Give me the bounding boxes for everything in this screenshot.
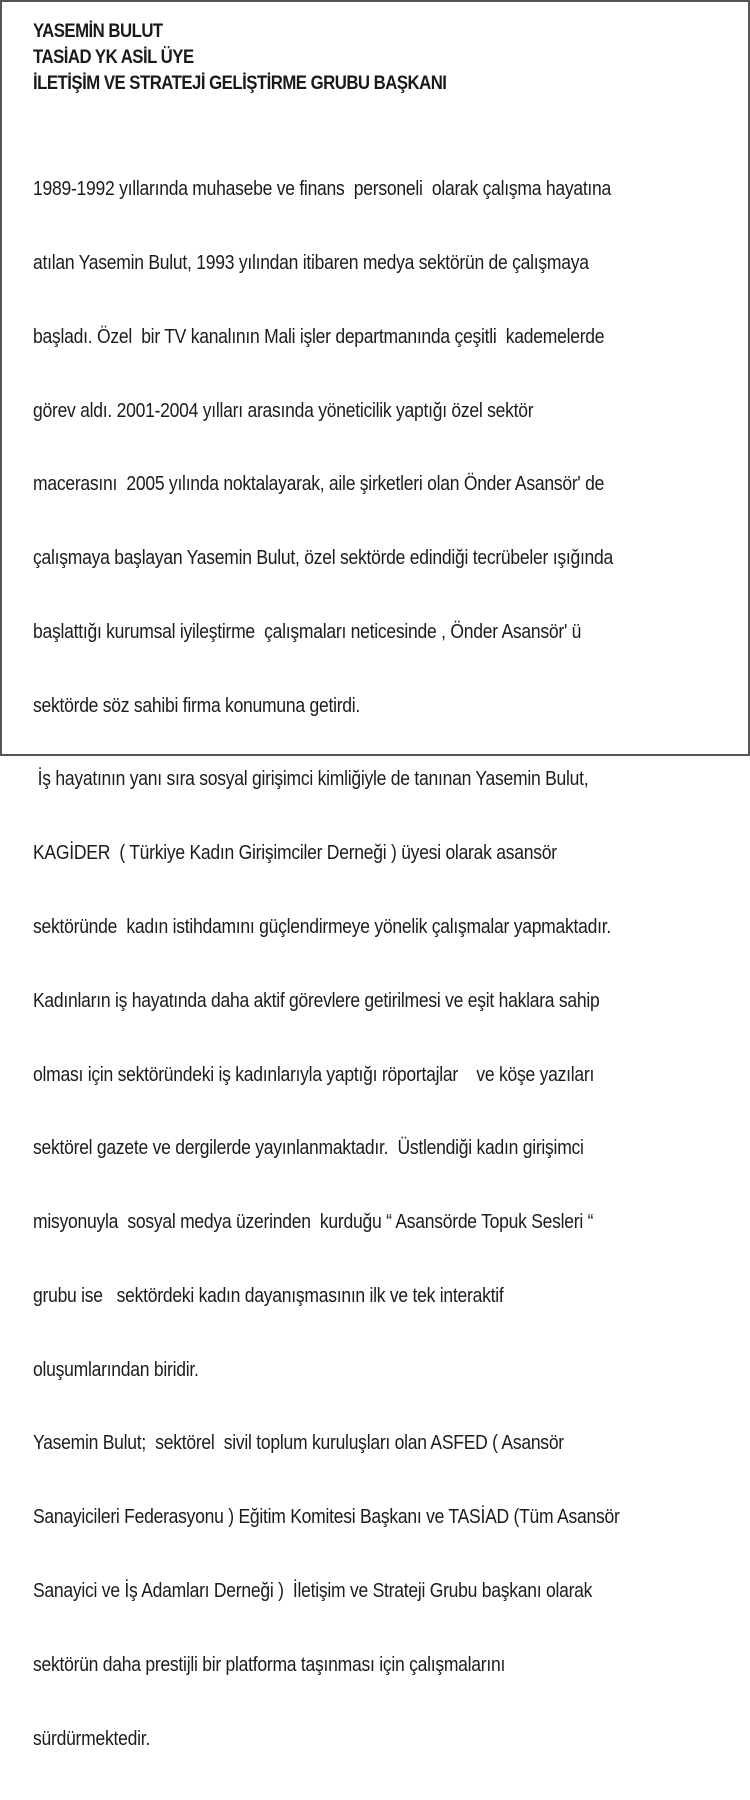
body-line: olması için sektöründeki iş kadınlarıyla yaptığı röportajlar ve köşe yazıları xyxy=(33,1062,595,1086)
body-line: sektörde söz sahibi firma konumuna getirdi. xyxy=(33,693,361,717)
body-line: çalışmaya başlayan Yasemin Bulut, özel sektörde edindiği tecrübeler ışığında xyxy=(33,546,614,570)
biography-text xyxy=(33,128,620,1800)
body-line: sektörün daha prestijli bir platforma taşınması için çalışmalarını xyxy=(33,1652,506,1676)
body-line: sürdürmektedir. xyxy=(33,1726,150,1750)
body-line: KAGİDER ( Türkiye Kadın Girişimciler Derneği ) üyesi olarak asansör xyxy=(33,841,557,865)
body-line: başladı. Özel bir TV kanalının Mali işler departmanında çeşitli kademelerde xyxy=(33,324,605,348)
body-line: sektörel gazete ve dergilerde yayınlanmaktadır. Üstlendiği kadın girişimci xyxy=(33,1136,584,1160)
person-title: TASİAD YK ASİL ÜYE xyxy=(33,46,194,68)
body-line: grubu ise sektördeki kadın dayanışmasının ilk ve tek interaktif xyxy=(33,1283,504,1307)
body-line: oluşumlarından biridir. xyxy=(33,1357,199,1381)
person-name: YASEMİN BULUT xyxy=(33,20,163,42)
person-role: İLETİŞİM VE STRATEJİ GELİŞTİRME GRUBU BAŞKANI xyxy=(33,72,447,94)
heading-block xyxy=(33,18,446,96)
body-line: Kadınların iş hayatında daha aktif görevlere getirilmesi ve eşit haklara sahip xyxy=(33,988,600,1012)
body-line: Yasemin Bulut; sektörel sivil toplum kuruluşları olan ASFED ( Asansör xyxy=(33,1431,564,1455)
body-line: Sanayici ve İş Adamları Derneği ) İletişim ve Strateji Grubu başkanı olarak xyxy=(33,1579,593,1603)
body-line: misyonuyla sosyal medya üzerinden kurduğu “ Asansörde Topuk Sesleri “ xyxy=(33,1210,594,1234)
body-line: başlattığı kurumsal iyileştirme çalışmaları neticesinde , Önder Asansör' ü xyxy=(33,619,582,643)
body-line: sektöründe kadın istihdamını güçlendirmeye yönelik çalışmalar yapmaktadır. xyxy=(33,915,611,938)
body-line: atılan Yasemin Bulut, 1993 yılından itibaren medya sektörün de çalışmaya xyxy=(33,250,589,274)
body-line: İş hayatının yanı sıra sosyal girişimci kimliğiyle de tanınan Yasemin Bulut, xyxy=(33,767,589,791)
body-line: görev aldı. 2001-2004 yılları arasında yöneticilik yaptığı özel sektör xyxy=(33,398,534,422)
body-line: Sanayicileri Federasyonu ) Eğitim Komitesi Başkanı ve TASİAD (Tüm Asansör xyxy=(33,1505,620,1529)
body-line: macerasını 2005 yılında noktalayarak, aile şirketleri olan Önder Asansör' de xyxy=(33,472,605,496)
body-line: 1989-1992 yıllarında muhasebe ve finans personeli olarak çalışma hayatına xyxy=(33,177,612,201)
